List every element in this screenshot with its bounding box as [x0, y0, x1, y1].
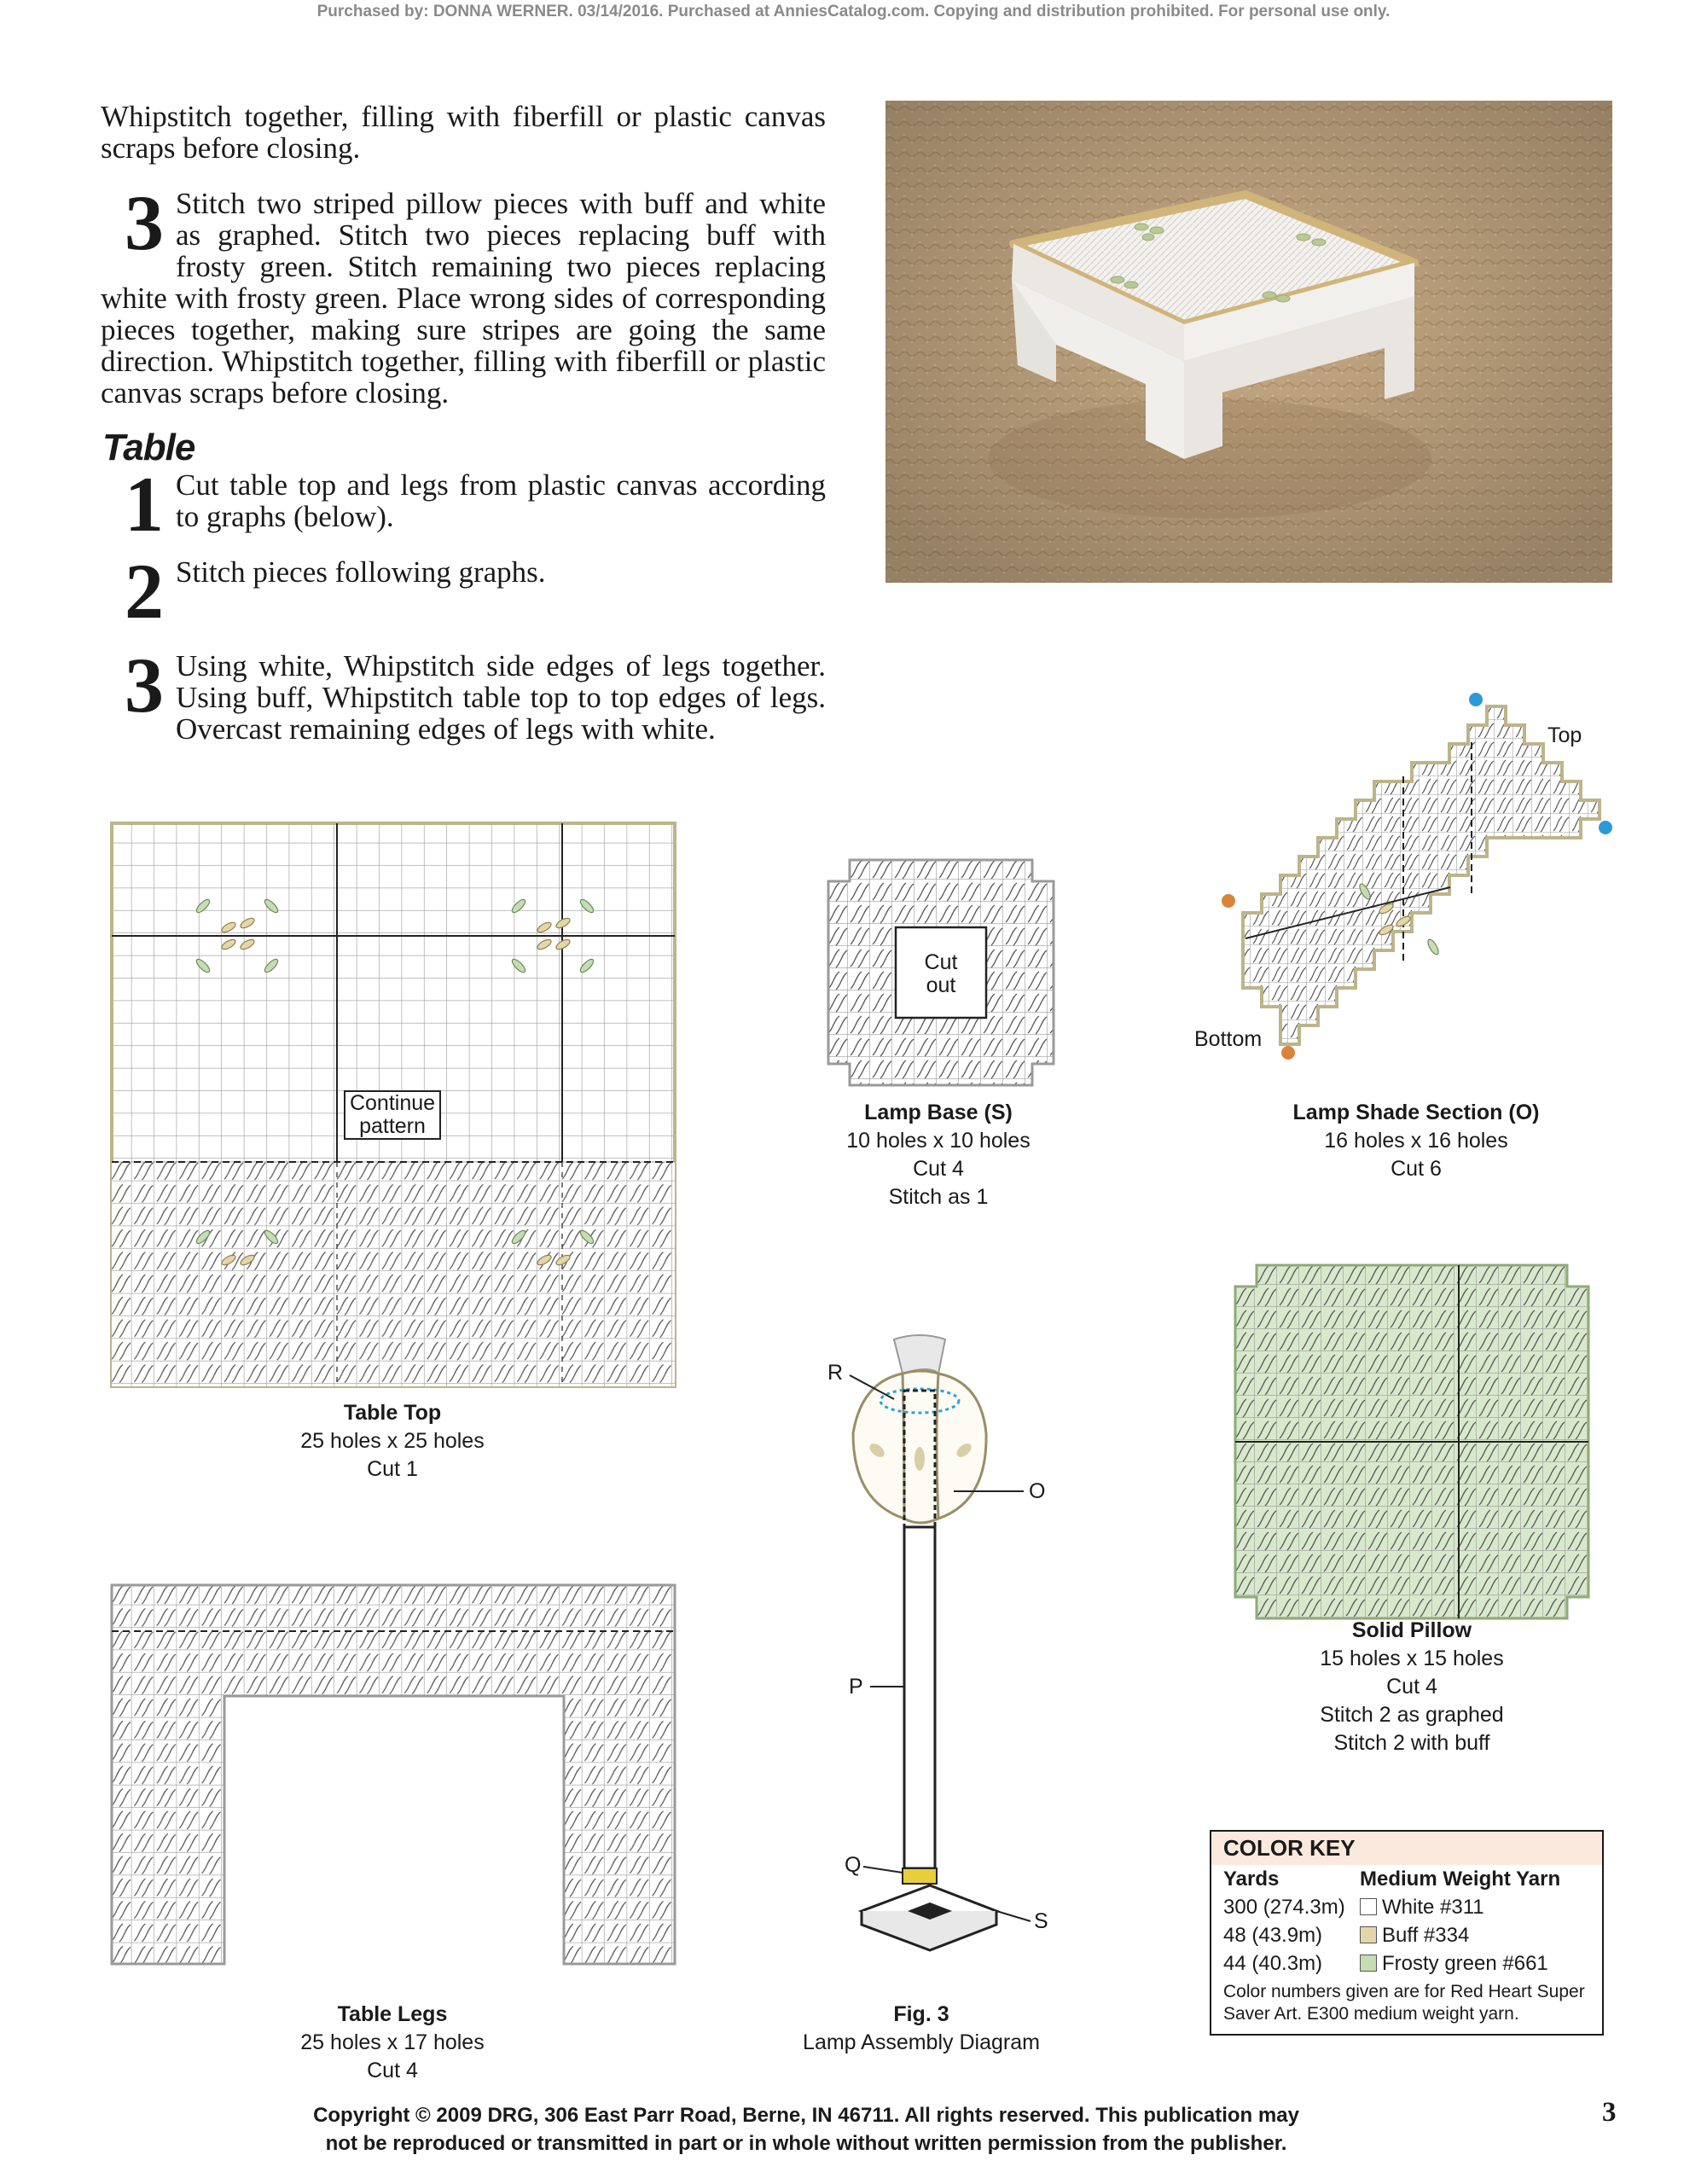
table-legs-caption — [222, 2001, 563, 2085]
footer-line-1: Copyright © 2009 DRG, 306 East Parr Road, Berne, IN 46711. All rights reserved. This publication may — [313, 2104, 1299, 2127]
buff-swatch-icon — [1360, 1926, 1377, 1943]
label-o: O — [1029, 1479, 1046, 1503]
row-yarn: Buff #334 — [1382, 1924, 1470, 1947]
col-yards: Yards — [1223, 1867, 1280, 1891]
caption-size: 25 holes x 17 holes — [300, 2030, 485, 2054]
caption-size: 10 holes x 10 holes — [846, 1129, 1031, 1153]
color-key-title: COLOR KEY — [1211, 1832, 1602, 1865]
label-p: P — [849, 1675, 863, 1699]
table-step-1 — [101, 461, 826, 548]
white-swatch-icon — [1360, 1898, 1377, 1915]
fig3-caption — [751, 2001, 1092, 2057]
continue-pattern-note — [344, 1090, 441, 1140]
step-number: 3 — [125, 179, 164, 266]
color-key — [1210, 1830, 1604, 2036]
caption-note-1: Stitch 2 as graphed — [1320, 1703, 1504, 1727]
copyright-footer — [213, 2101, 1399, 2158]
caption-title: Fig. 3 — [893, 2002, 949, 2026]
solid-pillow-graph — [1233, 1263, 1591, 1625]
step-text: Cut table top and legs from plastic canvas according to graphs (below). — [176, 468, 826, 533]
caption-size: 16 holes x 16 holes — [1324, 1129, 1508, 1153]
col-yarn: Medium Weight Yarn — [1360, 1867, 1561, 1891]
caption-title: Table Top — [343, 1401, 442, 1425]
pillow-step-3 — [101, 179, 826, 410]
caption-title: Solid Pillow — [1351, 1618, 1472, 1642]
caption-size: 15 holes x 15 holes — [1320, 1647, 1504, 1670]
caption-title: Table Legs — [337, 2002, 448, 2026]
caption-cut: Cut 6 — [1391, 1157, 1442, 1181]
table-heading: Table — [102, 427, 195, 468]
cutout-label — [896, 951, 986, 997]
bottom-label: Bottom — [1194, 1027, 1263, 1051]
note-line-1: Continue — [349, 1091, 436, 1115]
row-yards: 300 (274.3m) — [1223, 1896, 1345, 1919]
table-photo — [885, 101, 1612, 583]
step-number: 2 — [125, 548, 164, 635]
step-text: Stitch pieces following graphs. — [176, 555, 546, 589]
solid-pillow-caption — [1241, 1617, 1582, 1757]
color-key-header-row — [1211, 1865, 1602, 1893]
top-label: Top — [1547, 723, 1582, 747]
color-key-row — [1211, 1949, 1602, 1978]
lamp-assembly-diagram — [802, 1314, 1092, 2001]
color-key-row — [1211, 1893, 1602, 1921]
lamp-shade-graph — [1194, 682, 1638, 1096]
table-legs-graph — [109, 1583, 681, 1971]
color-key-row — [1211, 1921, 1602, 1949]
step-text: Using white, Whipstitch side edges of legs together. Using buff, Whipstitch table top to top edges of legs. Overcast remaining edges of legs with white. — [176, 649, 826, 746]
caption-title: Lamp Base (S) — [864, 1101, 1013, 1124]
frosty-green-swatch-icon — [1360, 1955, 1377, 1972]
caption-note: Stitch as 1 — [888, 1185, 989, 1209]
label-s: S — [1034, 1909, 1048, 1933]
pillow-intro: Whipstitch together, filling with fiberfill or plastic canvas scraps before closing. — [101, 100, 826, 165]
lamp-shade-caption — [1245, 1099, 1587, 1183]
pillow-instructions — [101, 101, 826, 427]
purchase-notice: Purchased by: DONNA WERNER. 03/14/2016. Purchased at AnniesCatalog.com. Copying and distribution prohibited. For personal use only. — [316, 3, 1391, 20]
caption-subtitle: Lamp Assembly Diagram — [803, 2030, 1040, 2054]
label-q: Q — [845, 1853, 862, 1877]
table-step-3 — [101, 642, 826, 746]
step-number: 3 — [125, 642, 164, 729]
row-yards: 48 (43.9m) — [1223, 1924, 1323, 1947]
table-top-graph — [109, 821, 681, 1393]
caption-cut: Cut 1 — [367, 1457, 418, 1481]
cutout-line-2: out — [926, 973, 956, 997]
caption-note-2: Stitch 2 with buff — [1333, 1731, 1490, 1755]
lamp-base-graph — [826, 857, 1056, 1092]
step-number: 1 — [125, 461, 164, 548]
color-key-note: Color numbers given are for Red Heart Super Saver Art. E300 medium weight yarn. — [1223, 1982, 1585, 2024]
table-top-caption — [222, 1399, 563, 1484]
cutout-line-1: Cut — [924, 950, 958, 974]
caption-size: 25 holes x 25 holes — [300, 1429, 485, 1453]
step-text: Stitch two striped pillow pieces with buff and white as graphed. Stitch two pieces replacing buff with frosty green. Stitch remaining two pieces replacing white with frosty green. Place wrong sides of corresponding pieces together, making sure stripes are going the same direction. Whipstitch together, filling with fiberfill or plastic canvas scraps before closing. — [101, 187, 826, 410]
footer-line-2: not be reproduced or transmitted in part or in whole without written permission from the publisher. — [325, 2132, 1287, 2155]
note-line-2: pattern — [359, 1114, 426, 1138]
page-number: 3 — [1602, 2097, 1617, 2128]
label-r: R — [827, 1361, 844, 1385]
row-yards: 44 (40.3m) — [1223, 1952, 1323, 1975]
lamp-base-caption — [768, 1099, 1109, 1211]
caption-title: Lamp Shade Section (O) — [1292, 1101, 1540, 1124]
caption-cut: Cut 4 — [1386, 1675, 1437, 1699]
caption-cut: Cut 4 — [367, 2059, 418, 2082]
row-yarn: Frosty green #661 — [1382, 1952, 1548, 1975]
table-steps — [101, 461, 826, 746]
table-step-2 — [101, 548, 826, 635]
row-yarn: White #311 — [1382, 1896, 1484, 1919]
caption-cut: Cut 4 — [913, 1157, 964, 1181]
